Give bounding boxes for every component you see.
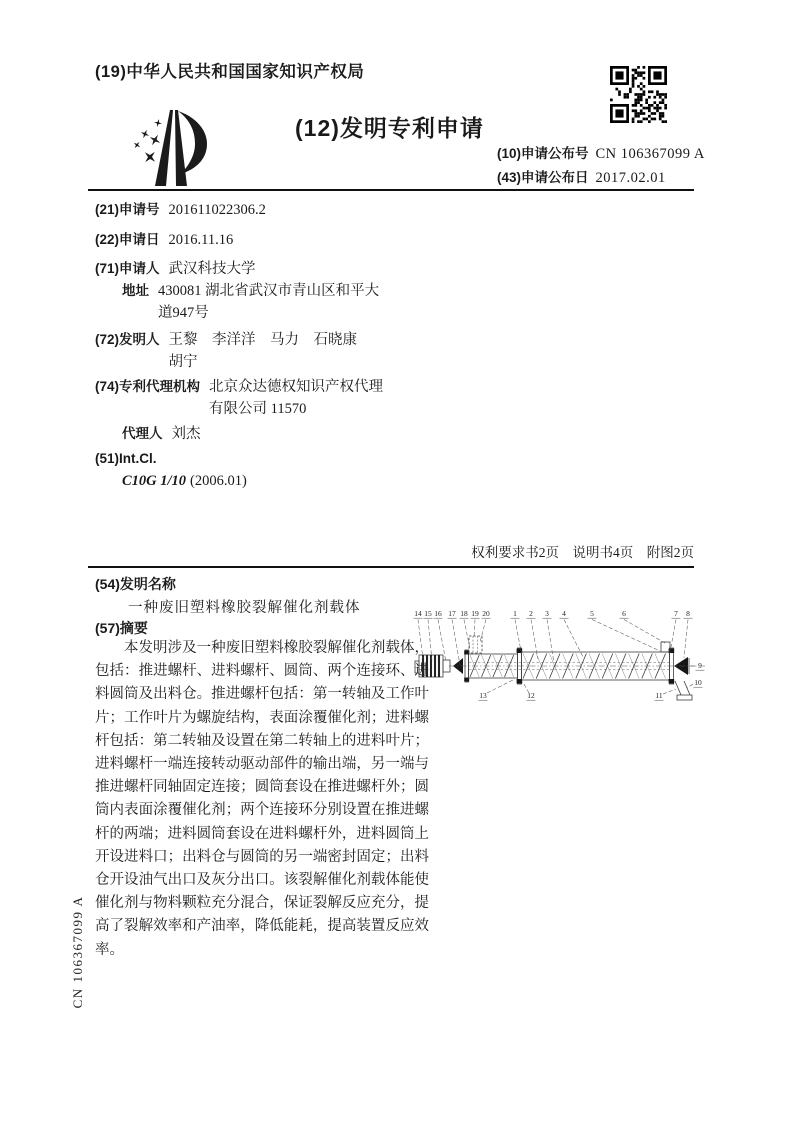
figure-part-label: 4 [562, 609, 566, 618]
application-number-label: (21)申请号 [95, 202, 160, 217]
logo-tower-and-crescent [155, 110, 207, 186]
publication-number-value: CN 106367099 A [595, 146, 705, 162]
int-cl-label: (51)Int.Cl. [95, 451, 157, 466]
applicant-value: 武汉科技大学 [168, 261, 256, 277]
address-value: 430081 湖北省武汉市青山区和平大道947号 [158, 283, 380, 321]
agency-label: (74)专利代理机构 [95, 379, 201, 394]
agent-row [122, 423, 201, 445]
agent-label: 代理人 [122, 426, 163, 441]
motor-end-cap [415, 661, 419, 673]
figure-part-label: 3 [545, 609, 549, 618]
vertical-doc-id: CN 106367099 A [70, 895, 85, 1009]
figure-part-label: 13 [479, 691, 487, 700]
motor-hatching [423, 655, 439, 677]
figure-part-label: 18 [460, 609, 468, 618]
publication-date-row [497, 166, 666, 187]
abstract-text: 本发明涉及一种废旧塑料橡胶裂解催化剂载体，包括：推进螺杆、进料螺杆、圆筒、两个连接环、进料圆筒及出料仓。推进螺杆包括：第一转轴及工作叶片；工作叶片为螺旋结构，表面涂覆催化剂；进料螺杆包括：第二转轴及设置在第二转轴上的进料叶片；进料螺杆一端连接转动驱动部件的输出端，另一端与推进螺杆同轴固定连接；圆筒套设在推进螺杆外；圆筒内表面涂覆催化剂；两个连接环分别设置在推进螺杆的两端；进料圆筒套设在进料螺杆外，进料圆筒上开设进料口；出料仓与圆筒的另一端密封固定；出料仓开设油气出口及灰分出口。该裂解催化剂载体能使催化剂与物料颗粒充分混合，保证裂解反应充分，提高了裂解效率和产油率，降低能耗，提高装置反应效率。 [95, 640, 429, 958]
sipo-logo [128, 104, 216, 190]
figure-screw-and-labels [414, 609, 706, 700]
inventors-label: (72)发明人 [95, 332, 160, 347]
publication-date-value: 2017.02.01 [595, 170, 666, 186]
ash-outlet-pipe [675, 681, 690, 695]
applicant-address-row [122, 280, 388, 324]
figure-part-label: 5 [590, 609, 594, 618]
figure-part-label: 1 [513, 609, 517, 618]
figure-part-label: 19 [471, 609, 479, 618]
section-divider-line [88, 566, 694, 568]
ring-bolt [669, 679, 675, 684]
patent-figure-drawing [413, 600, 727, 714]
figure-part-label: 2 [529, 609, 533, 618]
pagination-info: 权利要求书2页 说明书4页 附图2页 [471, 545, 694, 560]
application-number-value: 201611022306.2 [168, 202, 266, 218]
int-cl-code: C10G 1/10 [122, 473, 187, 489]
figure-part-label: 20 [482, 609, 490, 618]
ash-outlet-flange [677, 695, 692, 700]
header-divider-line [88, 189, 694, 191]
publication-number-label: (10)申请公布号 [497, 146, 589, 161]
inventors-row [95, 329, 372, 373]
applicant-label: (71)申请人 [95, 261, 160, 276]
filing-date-label: (22)申请日 [95, 232, 160, 247]
filing-date-value: 2016.11.16 [168, 232, 234, 248]
qr-code [610, 66, 667, 123]
figure-part-label: 7 [674, 609, 678, 618]
abstract-label: (57)摘要 [95, 620, 148, 636]
figure-part-label: 9 [698, 661, 702, 670]
figure-part-label: 6 [622, 609, 626, 618]
hopper-detail [473, 636, 478, 653]
figure-part-label: 10 [694, 678, 702, 687]
int-cl-code-row [122, 470, 247, 492]
patent-office-name: (19)中华人民共和国国家知识产权局 [95, 63, 365, 81]
invention-title: 一种废旧塑料橡胶裂解催化剂载体 [128, 600, 361, 616]
application-number-row [95, 199, 266, 221]
invention-title-label: (54)发明名称 [95, 576, 176, 592]
agent-value: 刘杰 [171, 426, 201, 442]
figure-part-label: 11 [655, 691, 663, 700]
address-label: 地址 [122, 283, 149, 298]
int-cl-version: (2006.01) [190, 473, 247, 489]
figure-part-label: 8 [686, 609, 690, 618]
feed-inlet-hopper [469, 636, 482, 653]
logo-stars [134, 119, 162, 162]
agency-value: 北京众达德权知识产权代理有限公司 11570 [209, 379, 384, 417]
publication-number-row [497, 142, 705, 163]
inventors-value: 王黎 李洋洋 马力 石晓康 胡宁 [168, 332, 372, 370]
filing-date-row [95, 229, 233, 251]
figure-part-label: 12 [527, 691, 535, 700]
document-type-title: (12)发明专利申请 [295, 115, 484, 141]
publication-date-label: (43)申请公布日 [497, 170, 589, 185]
figure-part-label: 14 [414, 609, 422, 618]
figure-part-label: 16 [434, 609, 442, 618]
coupling [443, 660, 450, 672]
int-cl-row [95, 448, 157, 470]
agency-row [95, 376, 387, 420]
applicant-row [95, 258, 256, 280]
figure-part-label: 17 [448, 609, 456, 618]
figure-part-label: 15 [424, 609, 432, 618]
